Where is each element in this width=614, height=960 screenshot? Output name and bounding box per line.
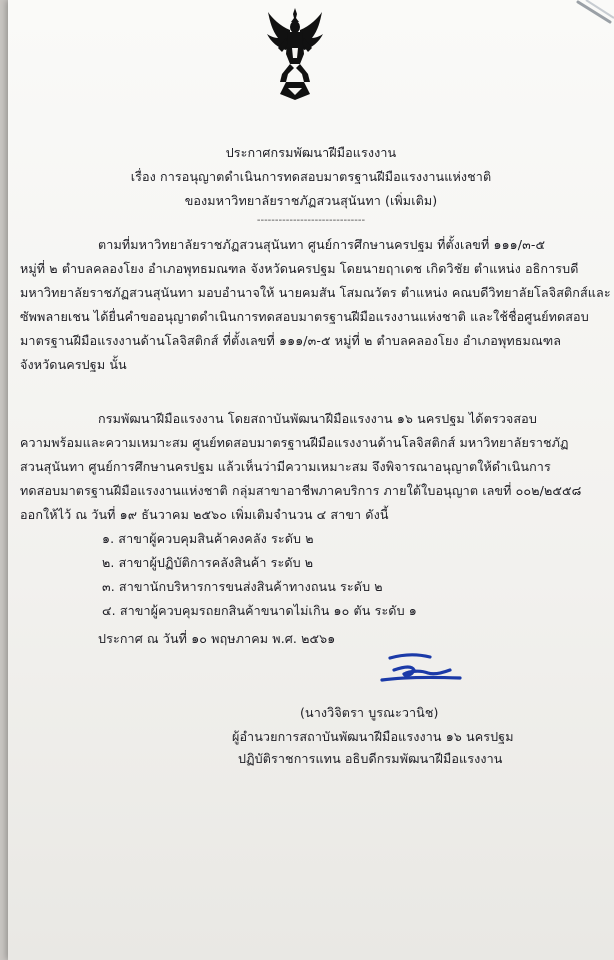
- para2-line-5: ออกให้ไว้ ณ วันที่ ๑๙ ธันวาคม ๒๕๖๐ เพิ่มเติมจำนวน ๔ สาขา ดังนี้: [20, 507, 389, 522]
- para1-line-3: มหาวิทยาลัยราชภัฏสวนสุนันทา มอบอำนาจให้ นายคมสัน โสมณวัตร ตำแหน่ง คณบดีวิทยาลัยโลจิสติกส์และ: [20, 285, 611, 300]
- signatory-name: (นางวิจิตรา บูรณะวานิช): [300, 705, 439, 720]
- handwritten-signature: [376, 648, 466, 690]
- subject-line: เรื่อง การอนุญาตดำเนินการทดสอบมาตรฐานฝีมือแรงงานแห่งชาติ: [130, 169, 492, 184]
- list-item: ๑. สาขาผู้ควบคุมสินค้าคงคลัง ระดับ ๒: [102, 531, 314, 546]
- para2-line-3: สวนสุนันทา ศูนย์การศึกษานครปฐม แล้วเห็นว่ามีความเหมาะสม จึงพิจารณาอนุญาตให้ดำเนินการ: [20, 459, 551, 474]
- garuda-emblem-icon: [266, 8, 324, 100]
- para1-line-2: หมู่ที่ ๒ ตำบลคลองโยง อำเภอพุทธมณฑล จังหวัดนครปฐม โดยนายฤาเดช เกิดวิชัย ตำแหน่ง อธิการบดี: [20, 261, 579, 276]
- para1-line-5: มาตรฐานฝีมือแรงงานด้านโลจิสติกส์ ที่ตั้งเลขที่ ๑๑๑/๓-๕ หมู่ที่ ๒ ตำบลคลองโยง อำเภอพุทธมณฑล: [20, 333, 562, 348]
- paper-clip-icon: [574, 0, 614, 26]
- para1-line-4: ซัพพลายเชน ได้ยื่นคำขออนุญาตดำเนินการทดสอบมาตรฐานฝีมือแรงงานแห่งชาติ และใช้ชื่อศูนย์ทดสอบ: [20, 309, 589, 324]
- list-item: ๒. สาขาผู้ปฏิบัติการคลังสินค้า ระดับ ๒: [102, 555, 314, 570]
- header-divider: ------------------------------: [256, 215, 366, 226]
- list-item: ๔. สาขาผู้ควบคุมรถยกสินค้าขนาดไม่เกิน ๑๐ ตัน ระดับ ๑: [102, 603, 417, 618]
- document-page: [8, 0, 614, 960]
- subject-line-2: ของมหาวิทยาลัยราชภัฏสวนสุนันทา (เพิ่มเติม): [184, 193, 438, 208]
- signatory-acting: ปฏิบัติราชการแทน อธิบดีกรมพัฒนาฝีมือแรงงาน: [238, 751, 503, 766]
- para2-line-1: กรมพัฒนาฝีมือแรงงาน โดยสถาบันพัฒนาฝีมือแรงงาน ๑๖ นครปฐม ได้ตรวจสอบ: [98, 411, 537, 426]
- signatory-position: ผู้อำนวยการสถาบันพัฒนาฝีมือแรงงาน ๑๖ นครปฐม: [232, 729, 514, 744]
- list-item: ๓. สาขานักบริหารการขนส่งสินค้าทางถนน ระดับ ๒: [102, 579, 383, 594]
- para1-line-1: ตามที่มหาวิทยาลัยราชภัฏสวนสุนันทา ศูนย์การศึกษานครปฐม ที่ตั้งเลขที่ ๑๑๑/๓-๕: [98, 237, 546, 252]
- announcement-title: ประกาศกรมพัฒนาฝีมือแรงงาน: [225, 145, 397, 160]
- para2-line-4: ทดสอบมาตรฐานฝีมือแรงงานแห่งชาติ กลุ่มสาขาอาชีพภาคบริการ ภายใต้ใบอนุญาต เลขที่ ๐๐๒/๒๕๕๘: [20, 483, 582, 498]
- announcement-date: ประกาศ ณ วันที่ ๑๐ พฤษภาคม พ.ศ. ๒๕๖๑: [98, 631, 336, 646]
- para1-line-6: จังหวัดนครปฐม นั้น: [20, 357, 127, 372]
- para2-line-2: ความพร้อมและความเหมาะสม ศูนย์ทดสอบมาตรฐานฝีมือแรงงานด้านโลจิสติกส์ มหาวิทยาลัยราชภัฏ: [20, 435, 569, 450]
